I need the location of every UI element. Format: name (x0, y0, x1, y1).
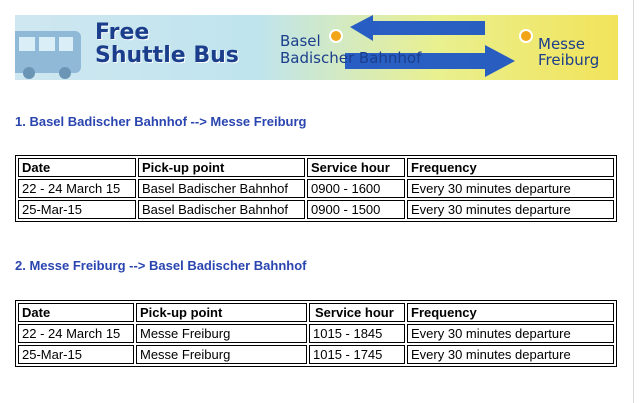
schedule-table-basel-to-freiburg (15, 155, 617, 222)
cell-pickup-point: Basel Badischer Bahnhof (138, 200, 305, 219)
cell-frequency: Every 30 minutes departure (407, 324, 614, 343)
table-header-row (18, 158, 614, 177)
section-heading-freiburg-to-basel: 2. Messe Freiburg --> Basel Badischer Bahnhof (15, 258, 307, 273)
banner-origin-line2: Badischer Bahnhof (280, 49, 422, 67)
banner-origin (280, 33, 421, 67)
cell-pickup-point: Messe Freiburg (136, 345, 307, 364)
banner-title-line2: Shuttle Bus (95, 43, 239, 68)
banner-destination-line1: Messe (538, 35, 586, 53)
table-row (18, 324, 614, 343)
bus-icon (15, 31, 81, 79)
cell-service-hour: 1015 - 1745 (309, 345, 405, 364)
shuttle-bus-banner (15, 15, 618, 80)
banner-destination (538, 36, 599, 68)
cell-service-hour: 0900 - 1600 (307, 179, 405, 198)
banner-title-line1: Free (95, 20, 150, 45)
table-row (18, 179, 614, 198)
header-frequency: Frequency (407, 158, 614, 177)
table-row (18, 345, 614, 364)
header-date: Date (18, 158, 136, 177)
cell-frequency: Every 30 minutes departure (407, 345, 614, 364)
page-border (633, 0, 634, 403)
cell-pickup-point: Basel Badischer Bahnhof (138, 179, 305, 198)
cell-date: 22 - 24 March 15 (18, 324, 134, 343)
header-date: Date (18, 303, 134, 322)
cell-date: 22 - 24 March 15 (18, 179, 136, 198)
cell-service-hour: 1015 - 1845 (309, 324, 405, 343)
schedule-table-freiburg-to-basel (15, 300, 617, 367)
header-service-hour: Service hour (307, 158, 405, 177)
cell-pickup-point: Messe Freiburg (136, 324, 307, 343)
cell-frequency: Every 30 minutes departure (407, 179, 614, 198)
cell-frequency: Every 30 minutes departure (407, 200, 614, 219)
banner-origin-line1: Basel (280, 32, 321, 50)
table-row (18, 200, 614, 219)
header-frequency: Frequency (407, 303, 614, 322)
banner-destination-line2: Freiburg (538, 51, 600, 69)
cell-date: 25-Mar-15 (18, 345, 134, 364)
section-heading-basel-to-freiburg: 1. Basel Badischer Bahnhof --> Messe Freiburg (15, 114, 307, 129)
cell-service-hour: 0900 - 1500 (307, 200, 405, 219)
header-pickup-point: Pick-up point (136, 303, 307, 322)
header-service-hour: Service hour (309, 303, 405, 322)
cell-date: 25-Mar-15 (18, 200, 136, 219)
table-header-row (18, 303, 614, 322)
banner-title (95, 21, 239, 67)
header-pickup-point: Pick-up point (138, 158, 305, 177)
